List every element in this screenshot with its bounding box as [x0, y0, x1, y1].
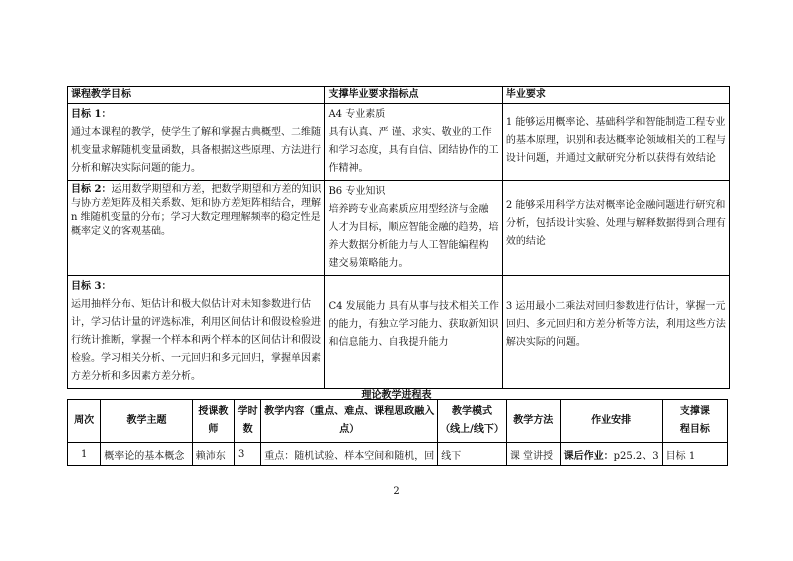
teacher-cell: 赖沛东	[192, 443, 234, 466]
objectives-header-row	[68, 87, 730, 104]
goal-text-line: 方差分析和多因素方差分析。	[71, 371, 201, 382]
requirement-text-line: 2 能够采用科学方法对概率论金融问题进行研究和	[505, 200, 726, 211]
objective-row-3	[68, 276, 730, 389]
header-method: 教学方法	[506, 400, 560, 443]
mode-cell: 线下	[438, 443, 507, 466]
goal-text-line: 机变量求解随机变量函数，具备根据这些原理、方法进行	[71, 145, 321, 156]
goal-text-line: 分析和解决实际问题的能力。	[71, 163, 201, 174]
indicator-cell	[325, 276, 502, 389]
goal-text-line: 与协方差矩阵及相关系数、矩和协方差矩阵相结合，理解	[71, 198, 321, 209]
indicator-text-line: 和学习态度，具有自信、团结协作的工	[328, 145, 499, 156]
indicator-cell	[325, 181, 502, 276]
requirement-text-line: 设计问题，并通过文献研究分析以获得有效结论	[505, 153, 716, 164]
objective-row-1	[68, 104, 730, 181]
goal-cell	[68, 104, 325, 181]
header-target: 支撑课 程目标	[662, 400, 727, 443]
goal-text-line: 计，学习估计量的评选标准，利用区间估计和假设检验进	[71, 317, 321, 328]
requirement-text-line: 回归、多元回归和方差分析等方法，利用这些方法	[505, 319, 726, 330]
header-teacher: 授课教 师	[192, 400, 234, 443]
indicator-text-line: 人才为目标，顺应智能金融的趋势，培	[328, 222, 499, 233]
requirement-text-line: 1 能够运用概率论、基础科学和智能制造工程专业	[505, 117, 726, 128]
goal-text-line: 运用数学期望和方差，把数学期望和方差的知识	[111, 184, 322, 195]
requirement-text-line: 效的结论	[505, 236, 546, 247]
indicator-text-line: 具有认真、严 谨、求实、敬业的工作	[328, 127, 492, 138]
indicator-text-line: 和信息能力、自我提升能力	[328, 337, 449, 348]
hours-cell: 3	[234, 443, 260, 466]
indicator-text-line: 作精神。	[328, 163, 369, 174]
goal-label: 目标 2：	[71, 184, 112, 195]
schedule-caption: 理论教学进程表	[361, 390, 432, 401]
topic-cell: 概率论的基本概念	[101, 443, 192, 466]
header-course-goal: 课程教学目标	[68, 87, 325, 104]
requirement-text-line: 分析，包括设计实验、处理与解释数据得到合理有	[505, 218, 726, 229]
goal-text-line: 运用抽样分布、矩估计和极大似估计对未知参数进行估	[71, 299, 311, 310]
objectives-table	[67, 86, 730, 389]
page-number: 2	[393, 486, 400, 497]
week-cell: 1	[68, 443, 101, 466]
indicator-cell	[325, 104, 502, 181]
requirement-text-line: 的基本原理，识别和表达概率论领域相关的工程与	[505, 135, 726, 146]
goal-text-line: 行统计推断，掌握一个样本和两个样本的区间估计和假设	[71, 335, 321, 346]
goal-text-line: n 维随机变量的分布；学习大数定理理解频率的稳定性是	[71, 212, 321, 223]
homework-value: p25.2、3	[613, 450, 659, 462]
indicator-title: B6 专业知识	[328, 186, 386, 197]
header-hours: 学时 数	[234, 400, 260, 443]
header-content: 教学内容（重点、难点、课程思政融入 点）	[261, 400, 438, 443]
requirement-cell	[502, 104, 729, 181]
indicator-text-line: 建交易策略能力。	[328, 258, 409, 269]
homework-cell	[560, 443, 662, 466]
goal-label: 目标 1：	[71, 109, 112, 120]
goal-text-line: 通过本课程的教学，使学生了解和掌握古典概型、二维随	[71, 127, 321, 138]
header-week: 周次	[68, 400, 101, 443]
homework-label: 课后作业：	[563, 450, 614, 462]
goal-cell	[68, 276, 325, 389]
header-indicator: 支撑毕业要求指标点	[325, 87, 502, 104]
indicator-text-line: 培养跨专业高素质应用型经济与金融	[328, 204, 489, 215]
header-homework: 作业安排	[560, 400, 662, 443]
goal-text-line: 概率定义的客观基础。	[71, 226, 171, 237]
indicator-text-line: 养大数据分析能力与人工智能编程构	[328, 240, 489, 251]
requirement-text-line: 3 运用最小二乘法对回归参数进行估计，掌握一元	[505, 301, 726, 312]
header-topic: 教学主题	[101, 400, 192, 443]
indicator-title: C4 发展能力 具有从事与技术相关工作	[328, 301, 499, 312]
schedule-table	[67, 399, 728, 466]
schedule-header-row	[68, 400, 728, 443]
goal-label: 目标 3：	[71, 281, 112, 292]
requirement-cell	[502, 276, 729, 389]
indicator-title: A4 专业素质	[328, 109, 386, 120]
goal-text-line: 检验。学习相关分析、一元回归和多元回归，掌握单因素	[71, 353, 321, 364]
requirement-text-line: 解决实际的问题。	[505, 337, 586, 348]
goal-cell	[68, 181, 325, 276]
content-cell: 重点：随机试验、样本空间和随机，回	[261, 443, 438, 466]
indicator-text-line: 的能力，有独立学习能力、获取新知识	[328, 319, 499, 330]
header-requirement: 毕业要求	[502, 87, 729, 104]
objective-row-2	[68, 181, 730, 276]
target-cell: 目标 1	[662, 443, 727, 466]
method-cell: 课 堂讲授	[506, 443, 560, 466]
schedule-row	[68, 443, 728, 466]
header-mode: 教学模式 （线上/线下）	[438, 400, 507, 443]
requirement-cell	[502, 181, 729, 276]
